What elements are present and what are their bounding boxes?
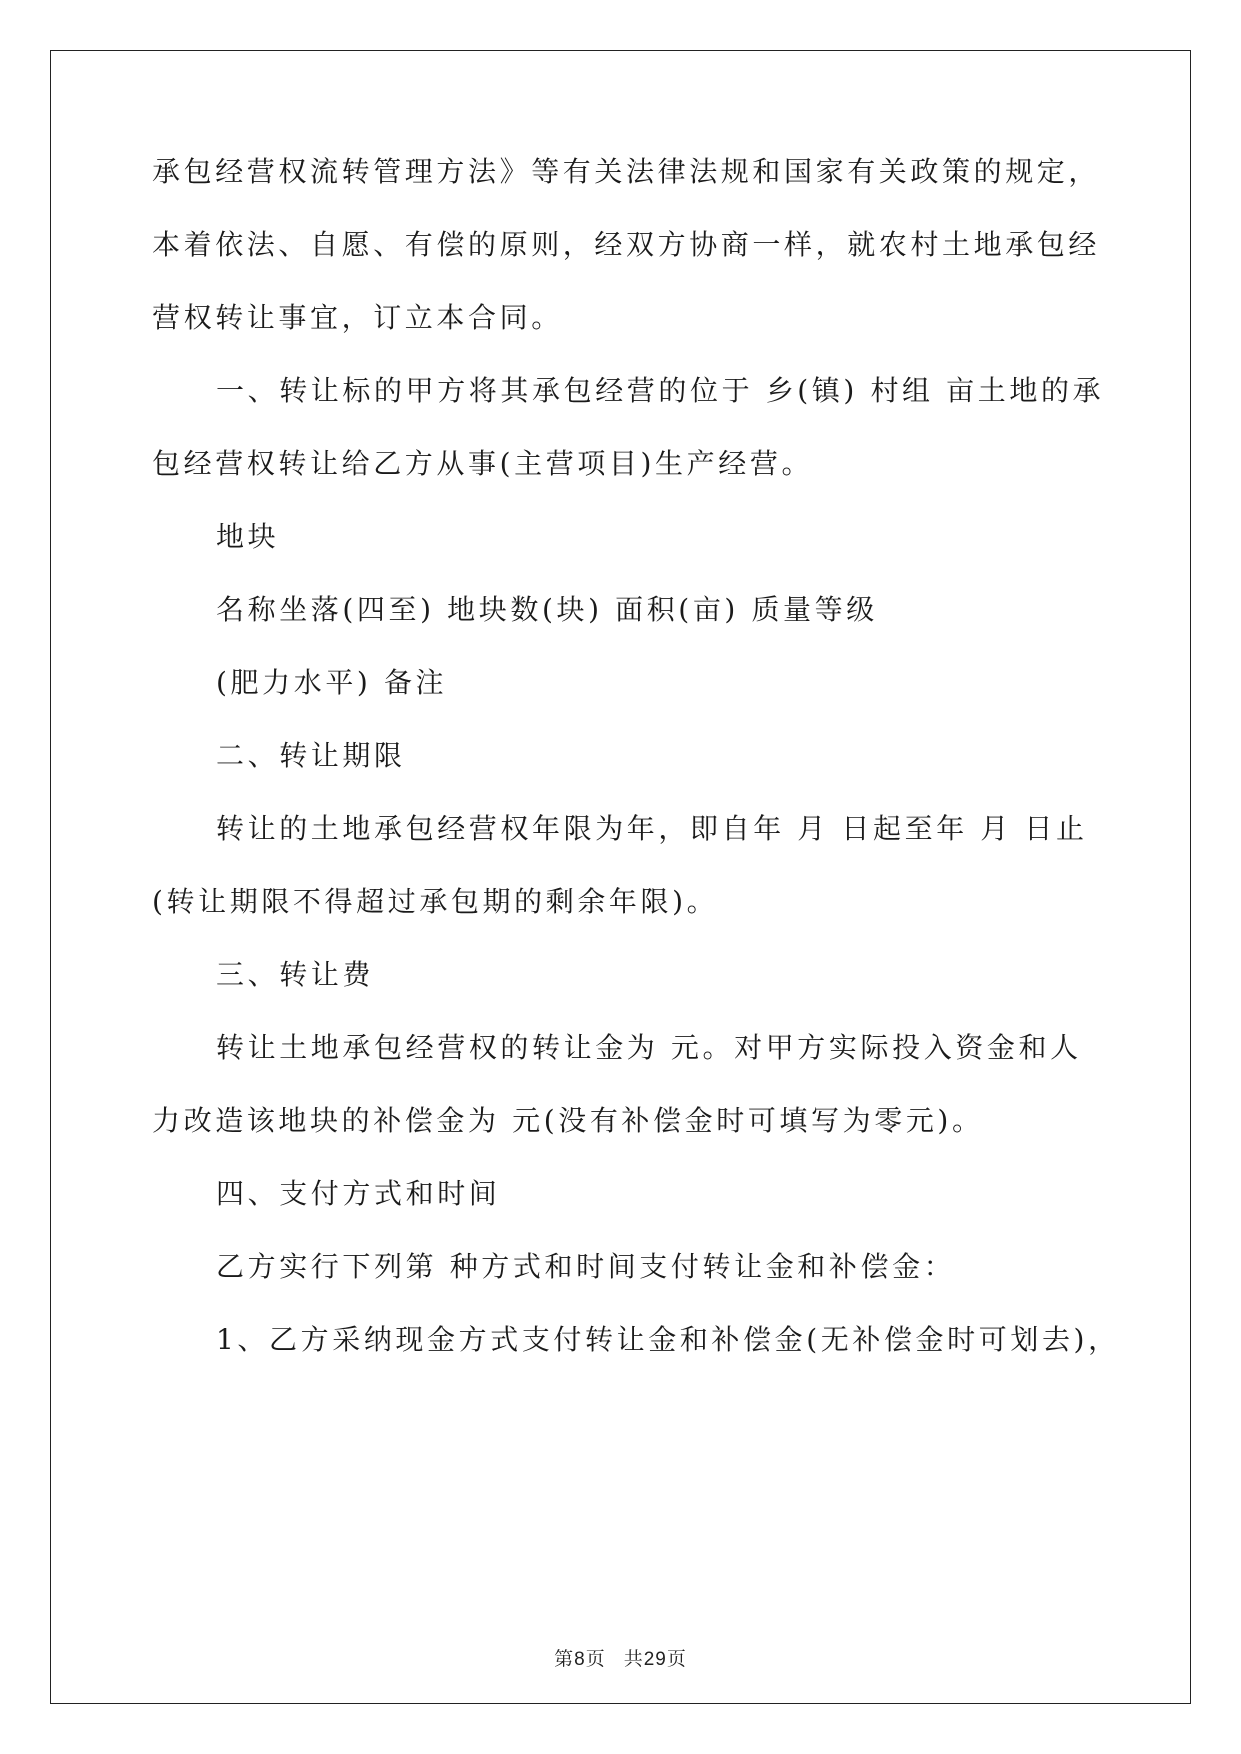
payment-option-1: 1、乙方采纳现金方式支付转让金和补偿金(无补偿金时可划去)， (216, 1323, 1120, 1356)
section-three-line-1: 转让土地承包经营权的转让金为 元。对甲方实际投入资金和人 (216, 1031, 1082, 1064)
page-footer (0, 1646, 1241, 1673)
plot-heading: 地块 (216, 520, 280, 553)
section-two-line-1: 转让的土地承包经营权年限为年，即自年 月 日起至年 月 日止 (216, 812, 1088, 845)
footer-page-word: 页 (585, 1648, 606, 1670)
section-one-line-1: 一、转让标的甲方将其承包经营的位于 乡(镇) 村组 亩土地的承 (216, 374, 1105, 407)
footer-total-prefix: 共 (623, 1648, 644, 1670)
text-line-3: 营权转让事宜，订立本合同。 (152, 301, 563, 334)
plot-columns-line-2: (肥力水平) 备注 (216, 666, 448, 699)
section-three-heading: 三、转让费 (216, 958, 375, 991)
footer-prefix: 第 (554, 1648, 575, 1670)
section-two-line-2: (转让期限不得超过承包期的剩余年限)。 (152, 885, 719, 918)
plot-columns-line: 名称坐落(四至) 地块数(块) 面积(亩) 质量等级 (216, 593, 878, 626)
footer-total-pages: 29 (643, 1649, 667, 1670)
section-one-line-2: 包经营权转让给乙方从事(主营项目)生产经营。 (152, 447, 814, 480)
text-line-2: 本着依法、自愿、有偿的原则，经双方协商一样，就农村土地承包经 (152, 228, 1101, 261)
footer-total-suffix: 页 (666, 1648, 687, 1670)
section-three-line-2: 力改造该地块的补偿金为 元(没有补偿金时可填写为零元)。 (152, 1104, 984, 1137)
section-four-heading: 四、支付方式和时间 (216, 1177, 501, 1210)
section-four-line-1: 乙方实行下列第 种方式和时间支付转让金和补偿金： (216, 1250, 956, 1283)
section-two-heading: 二、转让期限 (216, 739, 406, 772)
text-line-1: 承包经营权流转管理方法》等有关法律法规和国家有关政策的规定， (152, 155, 1101, 188)
footer-current-page: 8 (574, 1649, 586, 1670)
